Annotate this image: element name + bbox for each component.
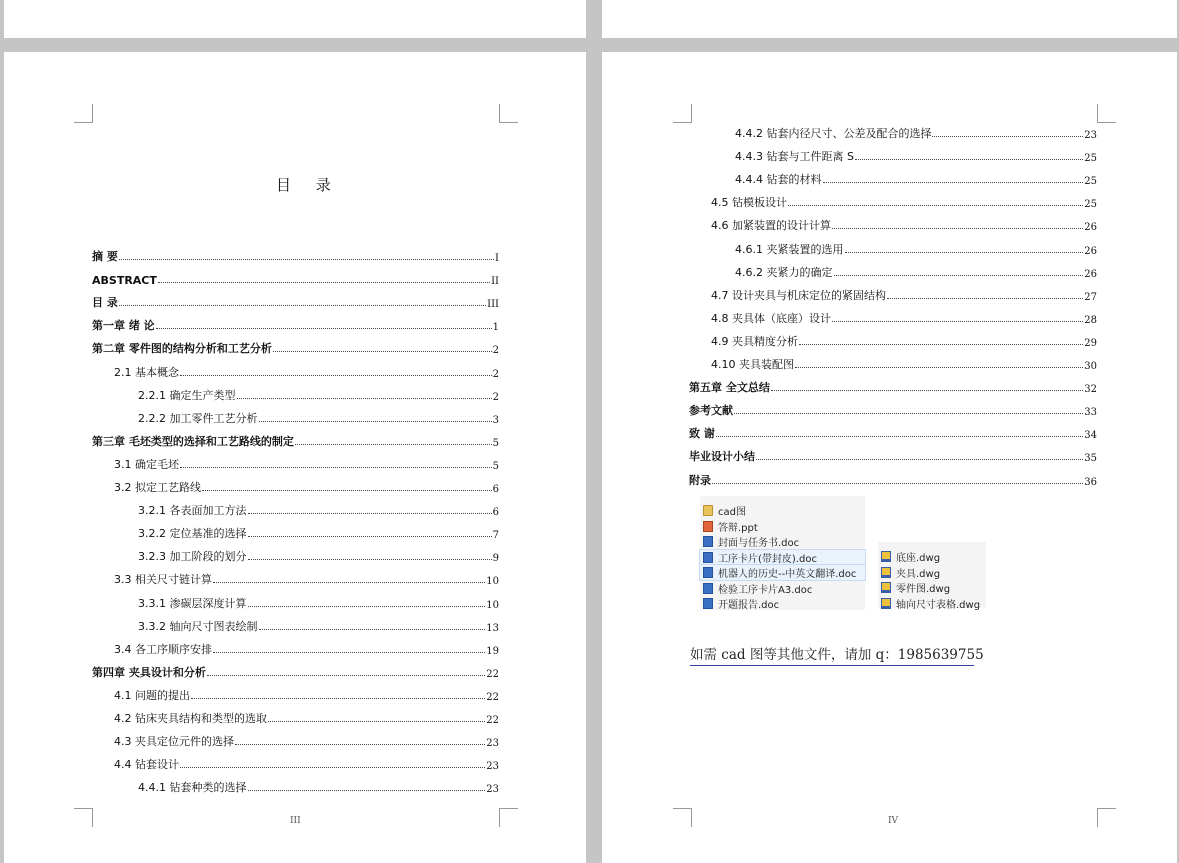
- toc-entry-page: 29: [1084, 337, 1097, 349]
- toc-entry-title: 2.2.2 加工零件工艺分析: [138, 411, 258, 425]
- toc-entry-page: 27: [1084, 291, 1097, 303]
- toc-entry[interactable]: [92, 571, 499, 587]
- file-name: 检验工序卡片A3.doc: [718, 584, 813, 596]
- toc-entry-title: 4.6.2 夹紧力的确定: [735, 265, 833, 279]
- toc-page-left: [4, 52, 586, 863]
- dot-leader: [158, 282, 490, 283]
- dwg-icon: [881, 582, 891, 593]
- dot-leader: [180, 467, 492, 468]
- toc-entry[interactable]: [689, 379, 1097, 395]
- crop-mark-bottom-left: [673, 808, 692, 827]
- crop-mark-top-right: [1097, 104, 1116, 123]
- file-name: cad图: [718, 507, 746, 518]
- toc-entry-page: 23: [486, 784, 499, 796]
- toc-entry[interactable]: [92, 410, 499, 426]
- dot-leader: [259, 421, 492, 422]
- toc-entry[interactable]: [92, 317, 499, 333]
- toc-entry[interactable]: [92, 779, 499, 795]
- toc-entry[interactable]: [689, 148, 1097, 164]
- toc-entry-page: 2: [492, 368, 499, 380]
- dot-leader: [771, 390, 1083, 391]
- toc-entry-title: 3.4 各工序顺序安排: [114, 642, 212, 656]
- toc-entry[interactable]: [689, 333, 1097, 349]
- toc-entry-page: 33: [1084, 407, 1097, 419]
- dot-leader: [235, 744, 485, 745]
- toc-entry[interactable]: [689, 194, 1097, 210]
- toc-entry[interactable]: [92, 733, 499, 749]
- previous-page-bottom-left: [4, 0, 586, 38]
- toc-entry[interactable]: [92, 641, 499, 657]
- crop-mark-top-left: [74, 104, 93, 123]
- toc-entry[interactable]: [92, 433, 499, 449]
- doc-icon: [703, 583, 713, 594]
- toc-entry-title: 4.4 钻套设计: [114, 758, 179, 772]
- toc-entry-title: 4.2 钻床夹具结构和类型的选取: [114, 712, 267, 725]
- toc-entry-page: 26: [1084, 245, 1097, 257]
- crop-mark-top-left: [673, 104, 692, 123]
- toc-entry-title: 3.2.2 定位基准的选择: [138, 527, 247, 541]
- toc-entry-title: 3.3.2 轴向尺寸图表绘制: [138, 619, 258, 633]
- dot-leader: [273, 351, 492, 352]
- toc-entry-title: 致 谢: [689, 427, 715, 441]
- dwg-icon: [881, 567, 891, 578]
- toc-entry-page: 7: [492, 530, 499, 542]
- file-name: 夹具.dwg: [896, 568, 941, 580]
- toc-entry-page: 26: [1084, 222, 1097, 234]
- toc-entry-page: 35: [1084, 453, 1097, 465]
- dot-leader: [259, 629, 486, 630]
- dot-leader: [268, 721, 485, 722]
- dot-leader: [156, 328, 492, 329]
- dot-leader: [295, 444, 492, 445]
- toc-entry-page: 6: [492, 484, 499, 495]
- file-item[interactable]: [700, 596, 865, 611]
- dot-leader: [191, 698, 485, 699]
- toc-entry-title: 4.4.2 钻套内径尺寸、公差及配合的选择: [735, 127, 932, 140]
- dot-leader: [213, 652, 485, 653]
- toc-entry[interactable]: [689, 402, 1097, 418]
- doc-icon: [703, 552, 713, 563]
- file-name: 答辩.ppt: [718, 522, 758, 534]
- toc-entry-title: 第五章 全文总结: [689, 381, 770, 395]
- dwg-icon: [881, 598, 891, 609]
- file-item[interactable]: [700, 503, 865, 518]
- dot-leader: [248, 790, 486, 791]
- toc-entry-title: 4.8 夹具体（底座）设计: [711, 311, 831, 325]
- dot-leader: [932, 136, 1083, 137]
- toc-entry-page: 36: [1084, 476, 1097, 488]
- toc-entry-page: 19: [486, 645, 499, 657]
- toc-entry-title: 4.5 钻模板设计: [711, 196, 787, 210]
- toc-entry[interactable]: [689, 356, 1097, 372]
- toc-entry-title: 3.2 拟定工艺路线: [114, 481, 201, 494]
- file-name: 底座.dwg: [896, 553, 941, 564]
- file-item[interactable]: [700, 581, 865, 596]
- dot-leader: [823, 182, 1084, 183]
- toc-entry-title: 3.2.3 加工阶段的划分: [138, 550, 247, 564]
- ppt-icon: [703, 521, 713, 532]
- previous-page-bottom-right: [602, 0, 1177, 38]
- toc-entry[interactable]: [92, 456, 499, 472]
- toc-entry[interactable]: [689, 171, 1097, 187]
- toc-entry[interactable]: [92, 294, 499, 310]
- contact-note: 如需 cad 图等其他文件，请加 q：1985639755: [690, 647, 984, 663]
- toc-entry-title: 3.3 相关尺寸链计算: [114, 573, 212, 587]
- toc-entry-title: 2.1 基本概念: [114, 365, 179, 379]
- dot-leader: [248, 606, 486, 607]
- toc-entry-page: 1: [492, 322, 499, 334]
- toc-entry-page: III: [487, 299, 499, 311]
- toc-entry-page: 30: [1084, 361, 1097, 372]
- toc-entry-title: 4.6 加紧装置的设计计算: [711, 219, 831, 233]
- toc-entry-page: 22: [486, 715, 499, 726]
- toc-entry[interactable]: [92, 618, 499, 634]
- toc-entry[interactable]: [689, 310, 1097, 326]
- dot-leader: [248, 536, 492, 537]
- toc-entry[interactable]: [689, 287, 1097, 303]
- toc-entry-title: 第一章 绪 论: [92, 319, 155, 333]
- toc-entry[interactable]: [689, 448, 1097, 464]
- file-name: 机器人的历史--中英文翻译.doc: [718, 569, 857, 580]
- dot-leader: [845, 252, 1084, 253]
- toc-entry-title: 4.10 夹具装配图: [711, 358, 794, 371]
- toc-entry[interactable]: [689, 125, 1097, 141]
- toc-entry[interactable]: [689, 425, 1097, 441]
- file-item[interactable]: [878, 565, 986, 580]
- toc-entry-title: 4.7 设计夹具与机床定位的紧固结构: [711, 288, 886, 302]
- toc-entry-page: 5: [492, 460, 499, 472]
- toc-entry[interactable]: [92, 664, 499, 680]
- dot-leader: [119, 259, 494, 260]
- dot-leader: [202, 490, 492, 491]
- page-title: 目 录: [276, 176, 341, 194]
- toc-entry-page: 3: [492, 414, 499, 426]
- page-number-footer: III: [290, 816, 301, 826]
- toc-entry-title: 第二章 零件图的结构分析和工艺分析: [92, 342, 272, 356]
- dot-leader: [180, 375, 492, 376]
- toc-entry-title: 4.6.1 夹紧装置的选用: [735, 242, 844, 256]
- toc-entry-title: 第四章 夹具设计和分析: [92, 665, 206, 679]
- dot-leader: [712, 483, 1083, 484]
- page-number-footer: IV: [888, 816, 899, 826]
- file-name: 工序卡片(带封皮).doc: [718, 553, 817, 565]
- toc-entry-page: 25: [1084, 153, 1097, 165]
- toc-entry[interactable]: [689, 472, 1097, 488]
- contact-underline: [690, 665, 974, 666]
- toc-entry-title: 4.3 夹具定位元件的选择: [114, 735, 234, 749]
- toc-entry-title: 3.3.1 渗碳层深度计算: [138, 596, 247, 610]
- toc-entry-page: 2: [492, 345, 499, 357]
- dot-leader: [248, 559, 492, 560]
- toc-entry-title: ABSTRACT: [92, 274, 157, 288]
- dot-leader: [795, 367, 1083, 368]
- toc-entry-page: 10: [486, 599, 499, 611]
- toc-entry[interactable]: [92, 595, 499, 611]
- file-name: 零件图.dwg: [896, 584, 951, 595]
- folder-icon: [703, 505, 713, 516]
- crop-mark-bottom-right: [1097, 808, 1116, 827]
- toc-entry-title: 毕业设计小结: [689, 450, 755, 464]
- dot-leader: [248, 513, 492, 514]
- toc-entry-page: 22: [486, 668, 499, 680]
- toc-entry[interactable]: [689, 264, 1097, 280]
- dot-leader: [716, 436, 1083, 437]
- toc-entry-page: 34: [1084, 430, 1097, 442]
- toc-entry[interactable]: [92, 387, 499, 403]
- dot-leader: [213, 582, 485, 583]
- toc-entry-title: 4.4.1 钻套种类的选择: [138, 781, 247, 795]
- file-item[interactable]: [700, 519, 865, 534]
- file-list-screenshot-main: [700, 496, 865, 610]
- toc-entry-title: 4.4.4 钻套的材料: [735, 173, 822, 187]
- toc-entry-title: 摘 要: [92, 250, 118, 263]
- toc-page-right: [602, 52, 1177, 863]
- file-name: 封面与任务书.doc: [718, 538, 800, 549]
- toc-entry[interactable]: [92, 548, 499, 564]
- toc-entry[interactable]: [92, 687, 499, 703]
- toc-entry-page: 13: [486, 622, 499, 634]
- file-item[interactable]: [878, 580, 986, 595]
- dot-leader: [734, 413, 1083, 414]
- toc-entry[interactable]: [92, 479, 499, 495]
- dot-leader: [756, 459, 1083, 460]
- toc-entry-title: 目 录: [92, 296, 118, 310]
- toc-entry[interactable]: [92, 271, 499, 287]
- toc-entry-title: 参考文献: [689, 404, 733, 418]
- file-item[interactable]: [878, 596, 986, 611]
- file-item[interactable]: [700, 534, 865, 549]
- toc-entry-page: 23: [486, 761, 499, 773]
- dot-leader: [834, 275, 1084, 276]
- toc-entry-title: 4.4.3 钻套与工件距离 S: [735, 150, 854, 164]
- dot-leader: [832, 321, 1083, 322]
- dot-leader: [832, 228, 1083, 229]
- toc-entry-title: 第三章 毛坯类型的选择和工艺路线的制定: [92, 434, 294, 448]
- toc-entry-page: 23: [486, 738, 499, 750]
- toc-entry-page: 23: [1084, 130, 1097, 141]
- dot-leader: [237, 398, 492, 399]
- file-item[interactable]: [878, 549, 986, 564]
- dot-leader: [180, 767, 485, 768]
- toc-entry[interactable]: [92, 756, 499, 772]
- toc-entry-page: 5: [492, 437, 499, 449]
- toc-entry-title: 3.1 确定毛坯: [114, 457, 179, 471]
- file-item[interactable]: [700, 550, 865, 565]
- crop-mark-bottom-left: [74, 808, 93, 827]
- toc-entry-page: 25: [1084, 199, 1097, 211]
- file-name: 轴向尺寸表格.dwg: [896, 599, 981, 611]
- doc-icon: [703, 567, 713, 578]
- toc-entry-page: 32: [1084, 384, 1097, 396]
- file-list-screenshot-cad: [878, 542, 986, 611]
- toc-entry-page: I: [495, 253, 499, 264]
- toc-entry-title: 4.1 问题的提出: [114, 688, 190, 702]
- dot-leader: [207, 675, 485, 676]
- toc-entry-page: 28: [1084, 314, 1097, 326]
- toc-entry-page: 10: [486, 576, 499, 588]
- dot-leader: [119, 305, 486, 306]
- toc-entry-page: 25: [1084, 176, 1097, 188]
- toc-entry-page: 22: [486, 691, 499, 703]
- toc-entry[interactable]: [92, 340, 499, 356]
- toc-entry-page: II: [491, 276, 499, 288]
- dot-leader: [887, 298, 1083, 299]
- toc-entry-title: 附录: [689, 473, 711, 487]
- toc-entry[interactable]: [92, 525, 499, 541]
- toc-entry-page: 9: [492, 553, 499, 565]
- dot-leader: [855, 159, 1083, 160]
- crop-mark-top-right: [499, 104, 518, 123]
- toc-entry-page: 6: [492, 507, 499, 519]
- toc-entry[interactable]: [92, 248, 499, 264]
- doc-icon: [703, 598, 713, 609]
- toc-entry[interactable]: [689, 241, 1097, 257]
- file-item[interactable]: [700, 565, 865, 580]
- toc-entry-title: 2.2.1 确定生产类型: [138, 388, 236, 402]
- toc-entry[interactable]: [92, 364, 499, 380]
- dot-leader: [788, 205, 1083, 206]
- toc-entry-title: 3.2.1 各表面加工方法: [138, 504, 247, 518]
- toc-entry[interactable]: [92, 710, 499, 726]
- toc-entry-page: 26: [1084, 268, 1097, 280]
- toc-entry[interactable]: [92, 502, 499, 518]
- toc-entry[interactable]: [689, 217, 1097, 233]
- file-name: 开题报告.doc: [718, 600, 780, 611]
- doc-icon: [703, 536, 713, 547]
- toc-entry-page: 2: [492, 391, 499, 403]
- dwg-icon: [881, 551, 891, 562]
- toc-entry-title: 4.9 夹具精度分析: [711, 334, 798, 348]
- dot-leader: [799, 344, 1083, 345]
- crop-mark-bottom-right: [499, 808, 518, 827]
